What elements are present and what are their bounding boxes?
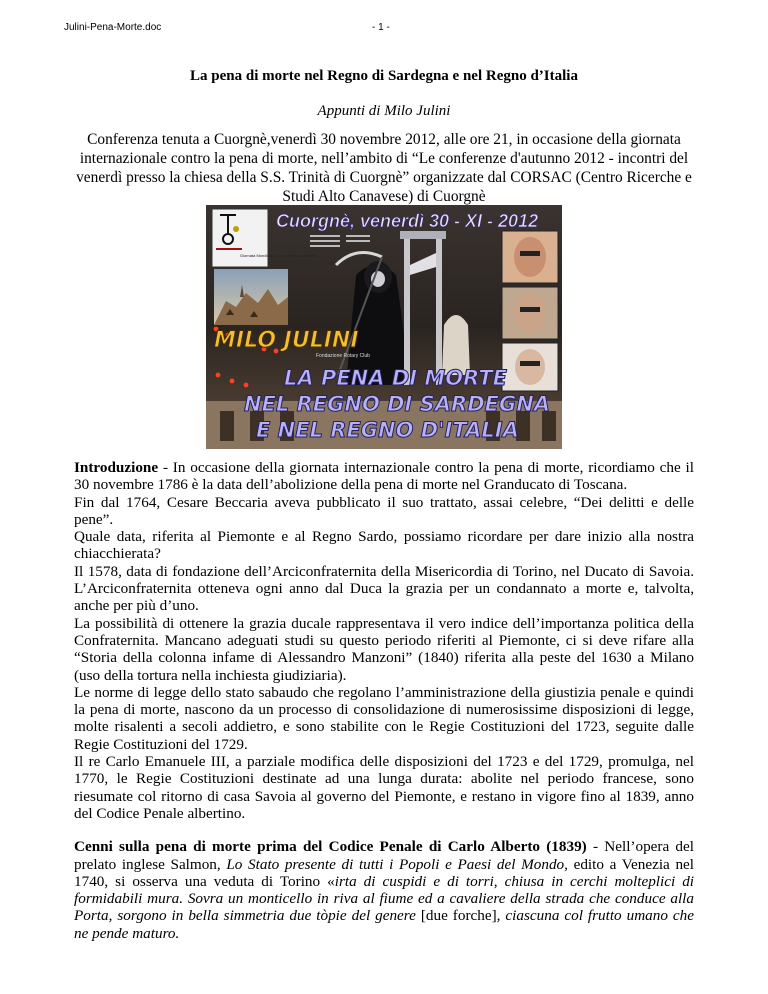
speaker-portrait xyxy=(502,231,558,283)
section-heading: Introduzione xyxy=(74,459,159,476)
conference-line: Studi Alto Canavese) di Cuorgnè xyxy=(282,188,486,205)
section-heading: Cenni sulla pena di morte prima del Codice Penale di Carlo Alberto (1839) xyxy=(74,838,587,856)
paragraph-text: , edito a Venezia nel 1740, si osserva una veduta di Torino « xyxy=(74,855,695,890)
editorial-note: [due forche] xyxy=(420,907,497,925)
conference-line: Conferenza tenuta a Cuorgnè,venerdì 30 novembre 2012, alle ore 21, in occasione della giornata xyxy=(87,131,681,148)
campaign-logo xyxy=(212,209,268,267)
poster-title-line: E NEL REGNO D'ITALIA xyxy=(256,418,519,442)
conference-line: venerdì presso la chiesa della S.S. Trinità di Cuorgnè” organizzate dal CORSAC (Centro Ricerche e xyxy=(76,169,692,186)
paragraph-text: - In occasione della giornata internazionale contro la pena di morte, ricordiamo che il 30 novembre 1786 è la data dell’abolizione della pena di morte nel Granducato di Toscana. xyxy=(74,459,694,494)
conference-poster-image xyxy=(206,205,562,449)
document-body xyxy=(74,459,694,942)
paragraph: Fin dal 1764, Cesare Beccaria aveva pubblicato il suo trattato, assai celebre, “Dei delitti e delle pene”. xyxy=(74,493,694,528)
document-subtitle: Appunti di Milo Julini xyxy=(317,103,451,119)
conference-note xyxy=(62,130,706,206)
poster-title-line: NEL REGNO DI SARDEGNA xyxy=(244,392,551,416)
book-title: Lo Stato presente di tutti i Popoli e Paesi del Mondo xyxy=(226,855,565,873)
poster-title-line: LA PENA DI MORTE xyxy=(284,366,508,390)
paragraph-text: - Nell’opera del prelato inglese Salmon, xyxy=(74,838,694,873)
page-number: - 1 - xyxy=(372,22,390,33)
speaker-portrait xyxy=(502,287,558,339)
paragraph: Il 1578, data di fondazione dell’Arciconfraternita della Misericordia di Torino, nel Ducato di Savoia. L’Arciconfraternita otteneva ogni anno dal Duca la grazia per un condannato a morte e, talvolta, anche per più d’uno. xyxy=(74,562,694,615)
conference-line: internazionale contro la pena di morte, nell’ambito di “Le conferenze d'autunno 2012 - incontri del xyxy=(79,150,689,167)
paragraph: Quale data, riferita al Piemonte e al Regno Sardo, possiamo ricordare per dare inizio alla nostra chiacchierata? xyxy=(74,528,694,563)
speaker-portrait xyxy=(502,343,558,391)
turin-painting xyxy=(214,269,288,325)
quotation: , ciascuna col frutto umano che ne pende maturo. xyxy=(74,907,695,942)
poster-author: MILO JULINI xyxy=(214,328,359,353)
paragraph: Il re Carlo Emanuele III, a parziale modifica delle disposizioni del 1723 e del 1729, promulga, nel 1770, le Regie Costituzioni destinate ad una lunga durata: abolite nel periodo francese, sono riesumate col ritorno di casa Savoia al governo del Piemonte, e restano in vigore fino al 1839, anno del Codice Penale albertino. xyxy=(74,753,694,822)
quotation: irta di cuspidi e di torri, chiusa in cerchi molteplici di formidabili mura. Sovra un monticello in riva al fiume ed a cavaliere della strada che conduce alla Porta, sorgono in bella simmetria due tòpie del genere xyxy=(74,872,695,925)
paragraph xyxy=(74,838,694,942)
logo-caption: Giornata Mondiale Contro la Pena di Morte xyxy=(240,253,317,258)
paragraph: Le norme di legge dello stato sabaudo che regolano l’amministrazione della giustizia penale e quindi la pena di morte, nascono da un processo di consolidazione di numerosissime disposizioni di legge, molte risalenti a secoli addietro, e sono stabilite con le Regie Costituzioni del 1723, seguite dalle Regie Costituzioni del 1729. xyxy=(74,683,694,753)
document-filename: Julini-Pena-Morte.doc xyxy=(64,22,162,33)
paragraph: La possibilità di ottenere la grazia ducale rappresentava il vero indice dell’importanza politica della Confraternita. Mancano adeguati studi su questo periodo riferiti al Piemonte, ci si deve rifare alla “Storia della colonna infame di Alessandro Manzoni” (1840) riferita alla peste del 1630 a Milano (uso della tortura nella inchiesta giudiziaria). xyxy=(74,614,694,684)
document-title: La pena di morte nel Regno di Sardegna e nel Regno d’Italia xyxy=(190,68,578,84)
poster-author-sub: Fondazione Rotary Club xyxy=(316,353,370,359)
paragraph xyxy=(74,459,694,494)
page-header xyxy=(0,22,768,38)
poster-banner: Cuorgnè, venerdì 30 - XI - 2012 xyxy=(276,211,539,231)
